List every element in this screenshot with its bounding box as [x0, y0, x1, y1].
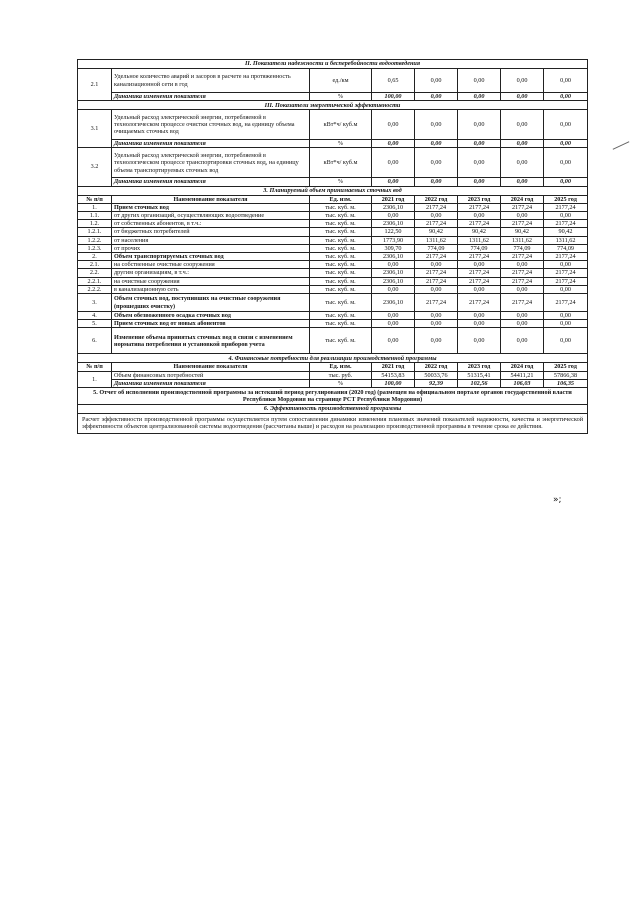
unit: %: [310, 140, 372, 148]
col-header: 2021 год: [372, 363, 415, 371]
unit: тыс. куб. м.: [310, 269, 372, 277]
col-header: 2023 год: [458, 363, 501, 371]
value: 0,00: [544, 148, 588, 178]
unit: %: [310, 379, 372, 387]
value: 1311,62: [544, 236, 588, 244]
indicator-name: Удельный расход электрической энергии, потребляемой в технологическом процессе очистки сточных вод, на единицу объема очищаемых сточных вод: [112, 110, 310, 140]
value: 92,39: [415, 379, 458, 387]
col-header: 2025 год: [544, 363, 588, 371]
unit: ед./км: [310, 69, 372, 93]
value: 0,00: [501, 261, 544, 269]
section-6-text: Расчет эффективности производственной программы осуществляется путем сопоставления динамики изменения плановых значений показателей надежности, качества и энергетической эффективности объектов централизованной системы водоотведения (рассчитаны выше) и расходов на реализацию производственной программы в течение срока ее действия.: [78, 414, 588, 434]
value: 51315,41: [458, 371, 501, 379]
col-header: Наименование показателя: [112, 195, 310, 203]
value: 0,00: [544, 110, 588, 140]
indicator-name: Прием сточных вод от новых абонентов: [112, 320, 310, 328]
value: 2306,10: [372, 220, 415, 228]
col-header: № п/п: [78, 195, 112, 203]
value: 0,00: [415, 212, 458, 220]
row-num: 2.1: [78, 69, 112, 101]
row-num: 4.: [78, 312, 112, 320]
section-fin-title: 4. Финансовые потребности для реализации производственной программы: [78, 354, 588, 363]
value: 2177,24: [501, 269, 544, 277]
col-header: 2023 год: [458, 195, 501, 203]
value: 0,00: [372, 178, 415, 186]
value: 2177,24: [544, 253, 588, 261]
col-header: Наименование показателя: [112, 363, 310, 371]
indicator-name: Изменение объема принятых сточных вод в связи с изменением норматива потребления и установкой приборов учета: [112, 328, 310, 354]
value: 0,00: [372, 285, 415, 293]
value: 0,00: [415, 69, 458, 93]
value: 2177,24: [415, 220, 458, 228]
row-num: 1.2.: [78, 220, 112, 228]
value: 2177,24: [501, 294, 544, 312]
unit: кВт*ч/ куб.м: [310, 148, 372, 178]
col-header: Ед. изм.: [310, 363, 372, 371]
indicator-name: другим организациям, в т.ч.:: [112, 269, 310, 277]
value: 50033,76: [415, 371, 458, 379]
row-num: 3.1: [78, 110, 112, 148]
value: 0,00: [458, 285, 501, 293]
row-num: 2.: [78, 253, 112, 261]
value: 0,00: [415, 148, 458, 178]
value: 2177,24: [544, 203, 588, 211]
value: 0,00: [501, 285, 544, 293]
value: 2177,24: [458, 277, 501, 285]
section-5-title: 5. Отчет об исполнении производственной программы за истекший период регулирования (2020 год) (размещен на официальном портале органов государственной власти Республики Мордовия на странице РСТ Республики Мордовия): [78, 388, 588, 405]
value: 2177,24: [458, 269, 501, 277]
value: 1311,62: [501, 236, 544, 244]
unit: тыс. куб. м.: [310, 320, 372, 328]
value: 2177,24: [415, 294, 458, 312]
indicator-name: от населения: [112, 236, 310, 244]
value: 2177,24: [501, 220, 544, 228]
col-header: Ед. изм.: [310, 195, 372, 203]
value: 90,42: [458, 228, 501, 236]
document-page: [77, 59, 587, 434]
value: 0,00: [458, 69, 501, 93]
value: 2177,24: [544, 269, 588, 277]
plan-row: [78, 285, 588, 293]
value: 2177,24: [415, 277, 458, 285]
value: 0,00: [415, 140, 458, 148]
value: 0,00: [372, 148, 415, 178]
row-num: 2.1.: [78, 261, 112, 269]
row-num: 1.1.: [78, 212, 112, 220]
value: 90,42: [501, 228, 544, 236]
indicator-name: Объем транспортируемых сточных вод: [112, 253, 310, 261]
value: 0,00: [544, 328, 588, 354]
value: 2177,24: [458, 253, 501, 261]
value: 0,00: [501, 93, 544, 101]
value: 0,00: [458, 320, 501, 328]
row-num: 1.: [78, 203, 112, 211]
indicator-name: на очистные сооружения: [112, 277, 310, 285]
value: 0,00: [544, 285, 588, 293]
plan-row: [78, 228, 588, 236]
value: 0,00: [544, 261, 588, 269]
value: 2177,24: [544, 220, 588, 228]
indicator-name: от других организаций, осуществляющих водоотведение: [112, 212, 310, 220]
value: 0,65: [372, 69, 415, 93]
value: 0,00: [458, 93, 501, 101]
plan-row: [78, 212, 588, 220]
value: 2177,24: [501, 277, 544, 285]
value: 0,00: [372, 110, 415, 140]
unit: тыс. куб. м.: [310, 236, 372, 244]
value: 774,09: [458, 244, 501, 252]
value: 0,00: [544, 93, 588, 101]
indicator-name: Прием сточных вод: [112, 203, 310, 211]
value: 0,00: [544, 212, 588, 220]
section-6-title: 6. Эффективность производственной программы: [78, 405, 588, 414]
value: 0,00: [458, 178, 501, 186]
value: 102,56: [458, 379, 501, 387]
unit: кВт*ч/ куб.м: [310, 110, 372, 140]
value: 2177,24: [458, 220, 501, 228]
value: 0,00: [458, 261, 501, 269]
value: 2306,10: [372, 294, 415, 312]
value: 0,00: [415, 312, 458, 320]
plan-row: [78, 269, 588, 277]
value: 0,00: [458, 328, 501, 354]
value: 2177,24: [415, 269, 458, 277]
dynamics-label: Динамика изменения показателя: [112, 178, 310, 186]
value: 0,00: [458, 140, 501, 148]
value: 0,00: [544, 312, 588, 320]
value: 1311,62: [415, 236, 458, 244]
row-num: 2.2.2.: [78, 285, 112, 293]
col-header: 2022 год: [415, 363, 458, 371]
value: 0,00: [372, 140, 415, 148]
value: 100,00: [372, 93, 415, 101]
value: 2177,24: [415, 253, 458, 261]
row-num: 3.2: [78, 148, 112, 186]
unit: тыс. куб. м.: [310, 277, 372, 285]
value: 309,70: [372, 244, 415, 252]
value: 0,00: [458, 312, 501, 320]
value: 2177,24: [501, 203, 544, 211]
value: 0,00: [501, 69, 544, 93]
value: 2306,10: [372, 203, 415, 211]
col-header: № п/п: [78, 363, 112, 371]
value: 0,00: [372, 328, 415, 354]
plan-row: [78, 277, 588, 285]
dynamics-label: Динамика изменения показателя: [112, 140, 310, 148]
value: 0,00: [415, 328, 458, 354]
row-num: 1.2.3.: [78, 244, 112, 252]
plan-row: [78, 294, 588, 312]
unit: тыс. куб. м.: [310, 253, 372, 261]
value: 0,00: [501, 178, 544, 186]
value: 774,09: [501, 244, 544, 252]
value: 1773,90: [372, 236, 415, 244]
section-2-title: II. Показатели надежности и бесперебойности водоотведения: [78, 60, 588, 69]
value: 0,00: [501, 312, 544, 320]
dynamics-label: Динамика изменения показателя: [112, 379, 310, 387]
row-num: 1.: [78, 371, 112, 387]
unit: тыс. куб. м.: [310, 220, 372, 228]
value: 2306,10: [372, 269, 415, 277]
value: 2177,24: [544, 294, 588, 312]
indicator-name: Объем обезвоженного осадка сточных вод: [112, 312, 310, 320]
value: 0,00: [415, 93, 458, 101]
value: 774,09: [544, 244, 588, 252]
value: 0,00: [372, 320, 415, 328]
plan-row: [78, 312, 588, 320]
plan-row: [78, 261, 588, 269]
indicator-name: Удельный расход электрической энергии, потребляемой в технологическом процессе транспортировки сточных вод, на единицу объема транспортируемых сточных вод: [112, 148, 310, 178]
value: 0,00: [415, 178, 458, 186]
row-num: 1.2.1.: [78, 228, 112, 236]
plan-row: [78, 328, 588, 354]
unit: %: [310, 93, 372, 101]
value: 57866,38: [544, 371, 588, 379]
indicator-name: в канализационную сеть: [112, 285, 310, 293]
value: 90,42: [544, 228, 588, 236]
unit: тыс. куб. м.: [310, 285, 372, 293]
indicator-name: Удельное количество аварий и засоров в расчете на протяженность канализационной сети в год: [112, 69, 310, 93]
value: 0,00: [544, 178, 588, 186]
plan-rows: [78, 203, 588, 354]
value: 90,42: [415, 228, 458, 236]
value: 2177,24: [544, 277, 588, 285]
value: 0,00: [501, 212, 544, 220]
value: 106,35: [544, 379, 588, 387]
dynamics-label: Динамика изменения показателя: [112, 93, 310, 101]
unit: тыс. куб. м.: [310, 328, 372, 354]
value: 106,03: [501, 379, 544, 387]
unit: %: [310, 178, 372, 186]
value: 774,09: [415, 244, 458, 252]
unit: тыс. куб. м.: [310, 212, 372, 220]
value: 0,00: [544, 320, 588, 328]
plan-row: [78, 253, 588, 261]
col-header: 2025 год: [544, 195, 588, 203]
unit: тыс. руб.: [310, 371, 372, 379]
value: 0,00: [501, 320, 544, 328]
unit: тыс. куб. м.: [310, 244, 372, 252]
value: 2177,24: [458, 294, 501, 312]
value: 2177,24: [415, 203, 458, 211]
value: 2177,24: [458, 203, 501, 211]
value: 54153,83: [372, 371, 415, 379]
row-num: 5.: [78, 320, 112, 328]
value: 0,00: [415, 110, 458, 140]
value: 122,50: [372, 228, 415, 236]
plan-row: [78, 244, 588, 252]
col-header: 2021 год: [372, 195, 415, 203]
section-plan-title: 3. Планируемый объем принимаемых сточных вод: [78, 186, 588, 195]
margin-mark: [613, 141, 630, 150]
plan-row: [78, 320, 588, 328]
unit: тыс. куб. м.: [310, 203, 372, 211]
value: 0,00: [458, 110, 501, 140]
value: 54411,21: [501, 371, 544, 379]
row-num: 1.2.2.: [78, 236, 112, 244]
indicator-name: Объем сточных вод, поступивших на очистные сооружения (прошедших очистку): [112, 294, 310, 312]
row-num: 3.: [78, 294, 112, 312]
indicator-name: на собственные очистные сооружения: [112, 261, 310, 269]
value: 0,00: [372, 261, 415, 269]
value: 0,00: [501, 148, 544, 178]
indicators-table: [77, 59, 588, 434]
unit: тыс. куб. м.: [310, 228, 372, 236]
unit: тыс. куб. м.: [310, 294, 372, 312]
value: 0,00: [501, 328, 544, 354]
value: 0,00: [458, 148, 501, 178]
row-num: 2.2.1.: [78, 277, 112, 285]
value: 0,00: [372, 312, 415, 320]
value: 0,00: [415, 285, 458, 293]
indicator-name: от собственных абонентов, в т.ч.:: [112, 220, 310, 228]
indicator-name: от прочих: [112, 244, 310, 252]
value: 2306,10: [372, 253, 415, 261]
value: 1311,62: [458, 236, 501, 244]
unit: тыс. куб. м.: [310, 312, 372, 320]
unit: тыс. куб. м.: [310, 261, 372, 269]
col-header: 2024 год: [501, 195, 544, 203]
indicator-name: Объем финансовых потребностей: [112, 371, 310, 379]
row-num: 2.2.: [78, 269, 112, 277]
value: 0,00: [501, 140, 544, 148]
value: 0,00: [544, 140, 588, 148]
value: 0,00: [544, 69, 588, 93]
plan-row: [78, 236, 588, 244]
plan-row: [78, 220, 588, 228]
value: 0,00: [372, 212, 415, 220]
value: 100,00: [372, 379, 415, 387]
value: 0,00: [458, 212, 501, 220]
page-mark: »;: [553, 495, 562, 505]
col-header: 2024 год: [501, 363, 544, 371]
value: 2177,24: [501, 253, 544, 261]
col-header: 2022 год: [415, 195, 458, 203]
value: 0,00: [415, 320, 458, 328]
row-num: 6.: [78, 328, 112, 354]
section-3-title: III. Показатели энергетической эффективности: [78, 101, 588, 110]
value: 0,00: [501, 110, 544, 140]
value: 2306,10: [372, 277, 415, 285]
indicator-name: от бюджетных потребителей: [112, 228, 310, 236]
plan-row: [78, 203, 588, 211]
value: 0,00: [415, 261, 458, 269]
